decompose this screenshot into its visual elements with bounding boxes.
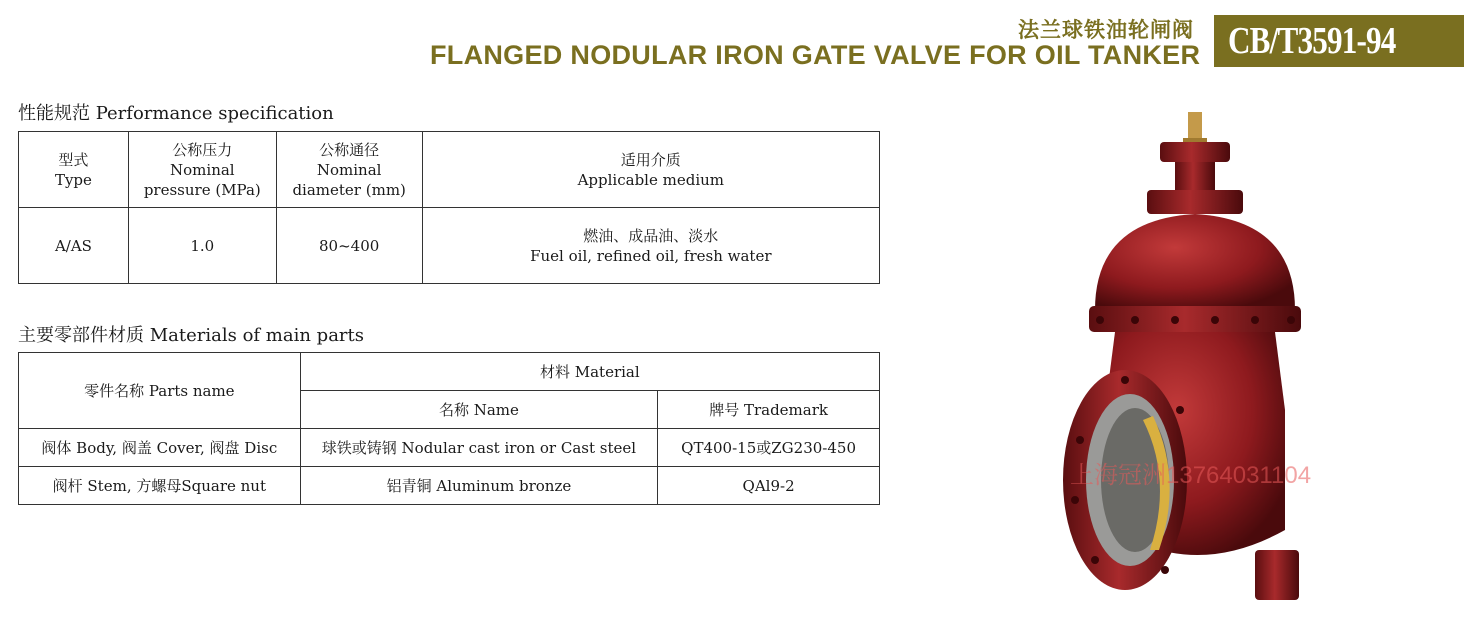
performance-table bbox=[18, 131, 880, 284]
header-trademark: 牌号 Trademark bbox=[658, 391, 880, 429]
cell-diameter: 80~400 bbox=[276, 208, 422, 284]
cell-pressure: 1.0 bbox=[128, 208, 276, 284]
cell-medium-cn: 燃油、成品油、淡水 bbox=[583, 226, 719, 245]
header-medium-en: Applicable medium bbox=[577, 170, 724, 189]
header-diameter-cn: 公称通径 bbox=[319, 140, 380, 159]
performance-heading: 性能规范 Performance specification bbox=[18, 103, 334, 124]
header-pressure-en1: Nominal bbox=[170, 160, 235, 179]
header-name: 名称 Name bbox=[300, 391, 658, 429]
materials-heading: 主要零部件材质 Materials of main parts bbox=[18, 325, 364, 346]
table-row bbox=[19, 429, 880, 467]
cell-part: 阀杆 Stem, 方螺母Square nut bbox=[19, 467, 301, 505]
cell-medium-en: Fuel oil, refined oil, fresh water bbox=[530, 246, 772, 265]
cell-trademark: QAl9-2 bbox=[658, 467, 880, 505]
cell-trademark: QT400-15或ZG230-450 bbox=[658, 429, 880, 467]
table-row bbox=[19, 208, 880, 284]
header-pressure-cn: 公称压力 bbox=[172, 140, 233, 159]
header-diameter bbox=[276, 132, 422, 208]
header-material: 材料 Material bbox=[300, 353, 879, 391]
standard-code: CB/T3591-94 bbox=[1228, 20, 1396, 62]
cell-type: A/AS bbox=[19, 208, 129, 284]
header-type-en: Type bbox=[54, 170, 92, 189]
standard-code-badge bbox=[1214, 15, 1464, 67]
table-header-row bbox=[19, 353, 880, 391]
cell-material-name: 铝青铜 Aluminum bronze bbox=[300, 467, 658, 505]
cell-material-name: 球铁或铸钢 Nodular cast iron or Cast steel bbox=[300, 429, 658, 467]
header-pressure-en2: pressure (MPa) bbox=[143, 180, 261, 199]
header-diameter-en2: diameter (mm) bbox=[292, 180, 406, 199]
title-english: FLANGED NODULAR IRON GATE VALVE FOR OIL TANKER bbox=[430, 40, 1201, 70]
header-type-cn: 型式 bbox=[58, 150, 89, 169]
header-parts-name: 零件名称 Parts name bbox=[19, 353, 301, 429]
cell-medium bbox=[422, 208, 879, 284]
watermark-text: 上海冠洲13764031104 bbox=[1070, 462, 1312, 489]
header-medium-cn: 适用介质 bbox=[620, 150, 681, 169]
header-diameter-en1: Nominal bbox=[316, 160, 382, 179]
cell-part: 阀体 Body, 阀盖 Cover, 阀盘 Disc bbox=[19, 429, 301, 467]
table-row bbox=[19, 467, 880, 505]
materials-table bbox=[18, 352, 880, 505]
header-medium bbox=[422, 132, 879, 208]
header-type bbox=[19, 132, 129, 208]
title-chinese: 法兰球铁油轮闸阀 bbox=[1018, 18, 1194, 42]
gate-valve-image bbox=[1055, 110, 1375, 620]
header-pressure bbox=[128, 132, 276, 208]
table-header-row bbox=[19, 132, 880, 208]
